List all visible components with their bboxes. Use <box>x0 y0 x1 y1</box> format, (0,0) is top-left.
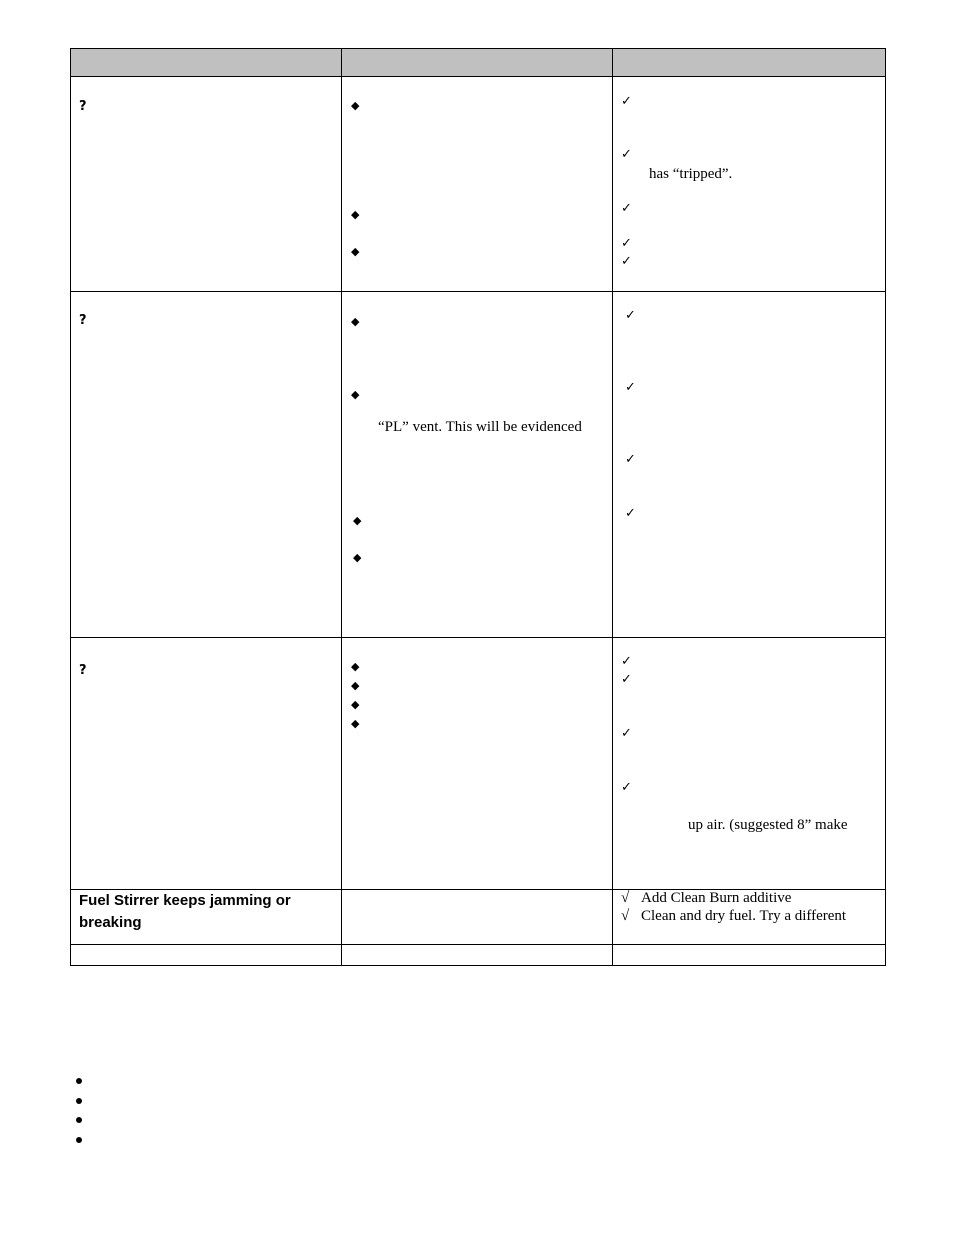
check-icon: ✓ <box>625 506 636 521</box>
diamond-icon: ◆ <box>351 698 360 711</box>
question-mark: ? <box>79 663 87 678</box>
check-icon: ✓ <box>621 254 632 269</box>
check-icon: ✓ <box>621 201 632 216</box>
problem-cell <box>71 945 342 966</box>
table-row <box>71 890 886 945</box>
problem-label: Fuel Stirrer keeps jamming or breaking <box>79 892 291 931</box>
remedy-cell <box>613 292 886 638</box>
cause-cell <box>342 292 613 638</box>
check-icon: ✓ <box>621 780 632 795</box>
remedy-text: Add Clean Burn additive <box>641 890 792 906</box>
problem-cell <box>71 292 342 638</box>
diamond-icon: ◆ <box>351 388 360 401</box>
remedy-cell <box>613 638 886 890</box>
diamond-icon: ◆ <box>351 660 360 673</box>
diamond-icon: ◆ <box>351 245 360 258</box>
sqrt-check-icon: √ <box>621 908 630 924</box>
check-icon: ✓ <box>621 672 632 687</box>
cause-cell <box>342 77 613 292</box>
table-row <box>71 77 886 292</box>
table-header-row <box>71 49 886 77</box>
check-icon: ✓ <box>621 147 632 162</box>
bullet-icon <box>76 1117 82 1123</box>
problem-cell <box>71 77 342 292</box>
question-mark: ? <box>79 313 87 328</box>
header-cell-remedy <box>613 49 886 77</box>
bullet-icon <box>76 1078 82 1084</box>
header-cell-cause <box>342 49 613 77</box>
check-icon: ✓ <box>625 308 636 323</box>
remedy-cell <box>613 890 886 945</box>
table-row <box>71 945 886 966</box>
diamond-icon: ◆ <box>351 315 360 328</box>
header-cell-problem <box>71 49 342 77</box>
check-icon: ✓ <box>621 726 632 741</box>
remedy-cell <box>613 77 886 292</box>
check-icon: ✓ <box>625 452 636 467</box>
cause-cell <box>342 945 613 966</box>
diamond-icon: ◆ <box>351 679 360 692</box>
check-icon: ✓ <box>621 236 632 251</box>
diamond-icon: ◆ <box>351 99 360 112</box>
troubleshooting-table <box>70 48 886 966</box>
check-icon: ✓ <box>621 654 632 669</box>
remedy-text: up air. (suggested 8” make <box>688 817 848 833</box>
bullet-icon <box>76 1137 82 1143</box>
cause-cell <box>342 638 613 890</box>
check-icon: ✓ <box>625 380 636 395</box>
table-row <box>71 638 886 890</box>
check-icon: ✓ <box>621 94 632 109</box>
cause-cell <box>342 890 613 945</box>
diamond-icon: ◆ <box>351 717 360 730</box>
problem-cell <box>71 890 342 945</box>
problem-cell <box>71 638 342 890</box>
bullet-list <box>76 1078 82 1156</box>
table-row <box>71 292 886 638</box>
cause-text: “PL” vent. This will be evidenced <box>378 419 582 435</box>
bullet-icon <box>76 1098 82 1104</box>
remedy-text: has “tripped”. <box>649 166 733 182</box>
remedy-text: Clean and dry fuel. Try a different <box>641 908 847 924</box>
diamond-icon: ◆ <box>353 514 362 527</box>
question-mark: ? <box>79 99 87 114</box>
sqrt-check-icon: √ <box>621 890 630 906</box>
diamond-icon: ◆ <box>353 551 362 564</box>
remedy-cell <box>613 945 886 966</box>
diamond-icon: ◆ <box>351 208 360 221</box>
